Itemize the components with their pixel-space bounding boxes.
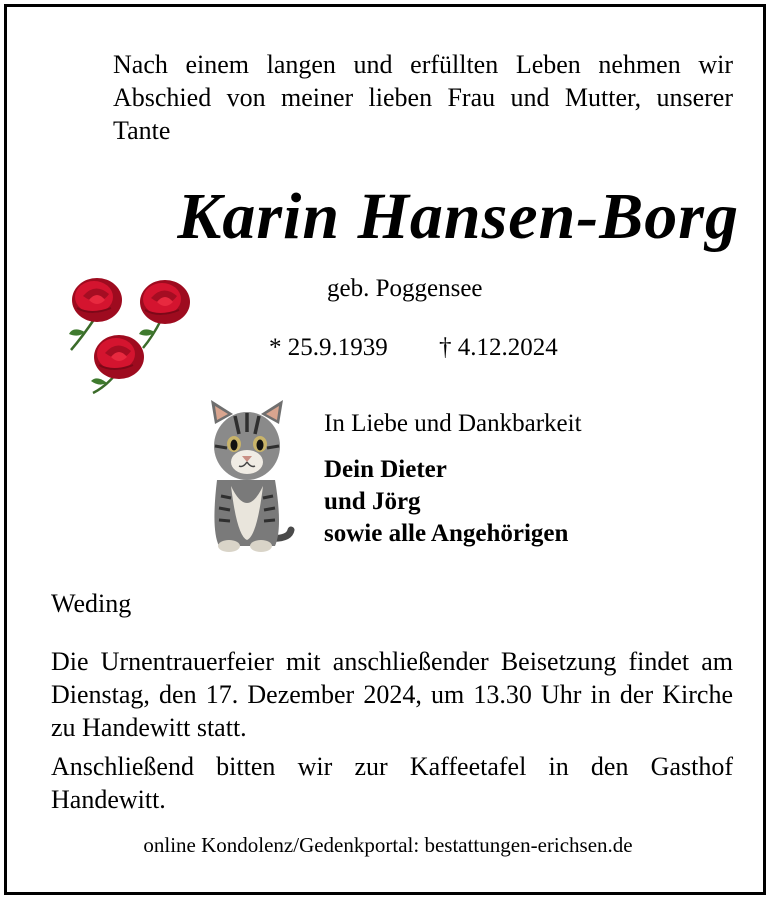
- death-date: † 4.12.2024: [439, 334, 558, 361]
- rose-icon: [139, 280, 190, 348]
- place-name: Weding: [51, 589, 132, 618]
- deceased-name: Karin Hansen-Borg: [177, 180, 739, 253]
- service-paragraph: Die Urnentrauerfeier mit anschließender Beisetzung findet am Dienstag, den 17. Dezember 2024, um 13.30 Uhr in der Kirche zu Handewitt statt.: [51, 647, 733, 742]
- rose-icon: [91, 335, 144, 393]
- obituary-card: [4, 4, 766, 895]
- signer-line: und Jörg: [324, 488, 421, 515]
- roses-icon: [57, 262, 207, 402]
- online-condolence-footer: online Kondolenz/Gedenkportal: bestattungen-erichsen.de: [143, 833, 633, 857]
- reception-paragraph: Anschließend bitten wir zur Kaffeetafel in den Gasthof Handewitt.: [51, 752, 733, 814]
- dedication-line: In Liebe und Dankbarkeit: [324, 410, 582, 437]
- signers: [324, 454, 568, 550]
- kitten-icon: [197, 400, 297, 555]
- service-info: [51, 645, 733, 822]
- signer-line: Dein Dieter: [324, 456, 447, 483]
- birth-date: * 25.9.1939: [269, 334, 388, 361]
- maiden-name: geb. Poggensee: [327, 275, 483, 302]
- signer-line: sowie alle Angehörigen: [324, 520, 569, 547]
- intro-text: Nach einem langen und erfüllten Leben nehmen wir Abschied von meiner lieben Frau und Mutter, unserer Tante: [113, 50, 733, 145]
